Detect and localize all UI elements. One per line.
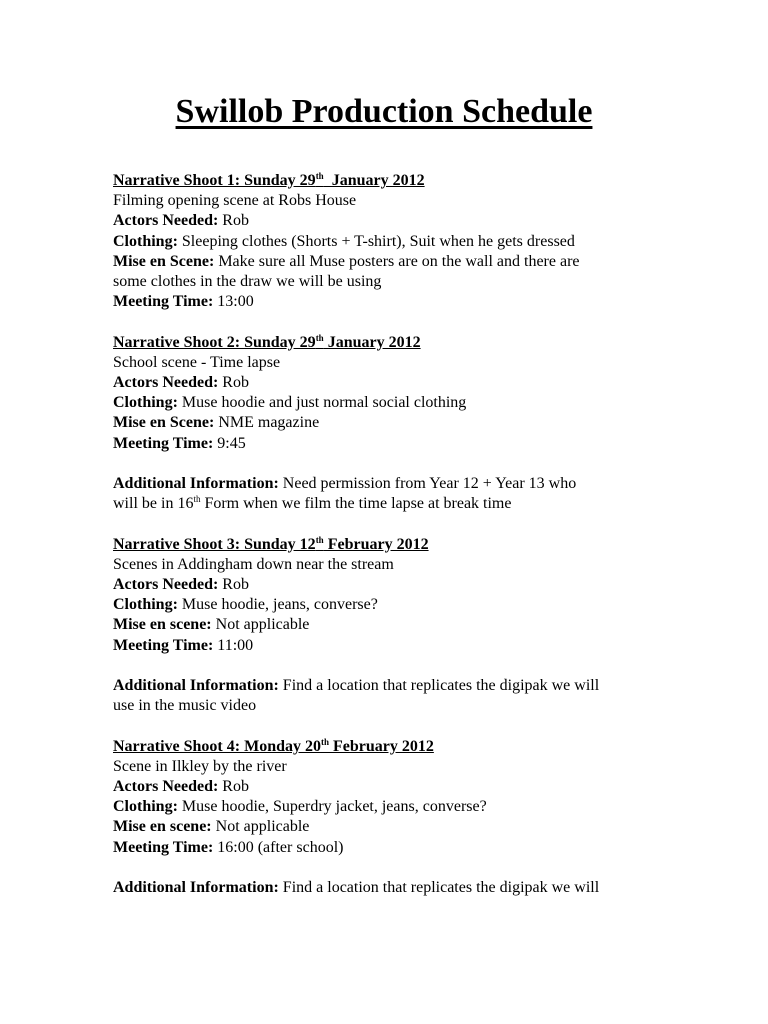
meeting-time-row: Meeting Time: 16:00 (after school) (113, 838, 344, 856)
shoot-1 (113, 171, 673, 312)
shoot-heading: Narrative Shoot 4: Monday 20th February 2012 (113, 736, 434, 755)
mise-en-scene-row: Mise en Scene: NME magazine (113, 414, 320, 432)
shoot-description: Scene in Ilkley by the river (113, 757, 287, 775)
actors-row: Actors Needed: Rob (113, 212, 249, 230)
additional-info-continuation: use in the music video (113, 697, 257, 715)
clothing-row: Clothing: Muse hoodie, jeans, converse? (113, 596, 378, 614)
clothing-row: Clothing: Muse hoodie and just normal social clothing (113, 394, 467, 412)
actors-row: Actors Needed: Rob (113, 778, 249, 796)
mise-en-scene-row: Mise en Scene: Make sure all Muse posters are on the wall and there are (113, 252, 580, 270)
shoot-description: School scene - Time lapse (113, 353, 281, 371)
additional-info-row: Additional Information: Find a location that replicates the digipak we will (113, 677, 600, 695)
shoot-heading: Narrative Shoot 3: Sunday 12th February 2012 (113, 534, 429, 553)
mise-en-scene-row: Mise en scene: Not applicable (113, 616, 310, 634)
mise-en-scene-continuation: some clothes in the draw we will be using (113, 273, 382, 291)
additional-info-continuation: will be in 16th Form when we film the time lapse at break time (113, 494, 512, 513)
clothing-row: Clothing: Sleeping clothes (Shorts + T-shirt), Suit when he gets dressed (113, 232, 575, 250)
additional-info-row: Additional Information: Find a location that replicates the digipak we will (113, 879, 600, 897)
actors-row: Actors Needed: Rob (113, 576, 249, 594)
shoot-description: Scenes in Addingham down near the stream (113, 555, 394, 573)
meeting-time-row: Meeting Time: 9:45 (113, 434, 246, 452)
shoot-description: Filming opening scene at Robs House (113, 192, 357, 210)
clothing-row: Clothing: Muse hoodie, Superdry jacket, jeans, converse? (113, 798, 487, 816)
shoot-3 (113, 535, 673, 717)
mise-en-scene-row: Mise en scene: Not applicable (113, 818, 310, 836)
schedule-body (113, 171, 673, 898)
meeting-time-row: Meeting Time: 11:00 (113, 636, 254, 654)
shoot-2 (113, 333, 673, 515)
meeting-time-row: Meeting Time: 13:00 (113, 293, 254, 311)
shoot-heading: Narrative Shoot 2: Sunday 29th January 2012 (113, 332, 421, 351)
actors-row: Actors Needed: Rob (113, 374, 249, 392)
shoot-heading: Narrative Shoot 1: Sunday 29th January 2012 (113, 171, 425, 189)
shoot-4 (113, 737, 673, 899)
additional-info-row: Additional Information: Need permission from Year 12 + Year 13 who (113, 475, 577, 493)
page-title: Swillob Production Schedule (175, 93, 593, 130)
